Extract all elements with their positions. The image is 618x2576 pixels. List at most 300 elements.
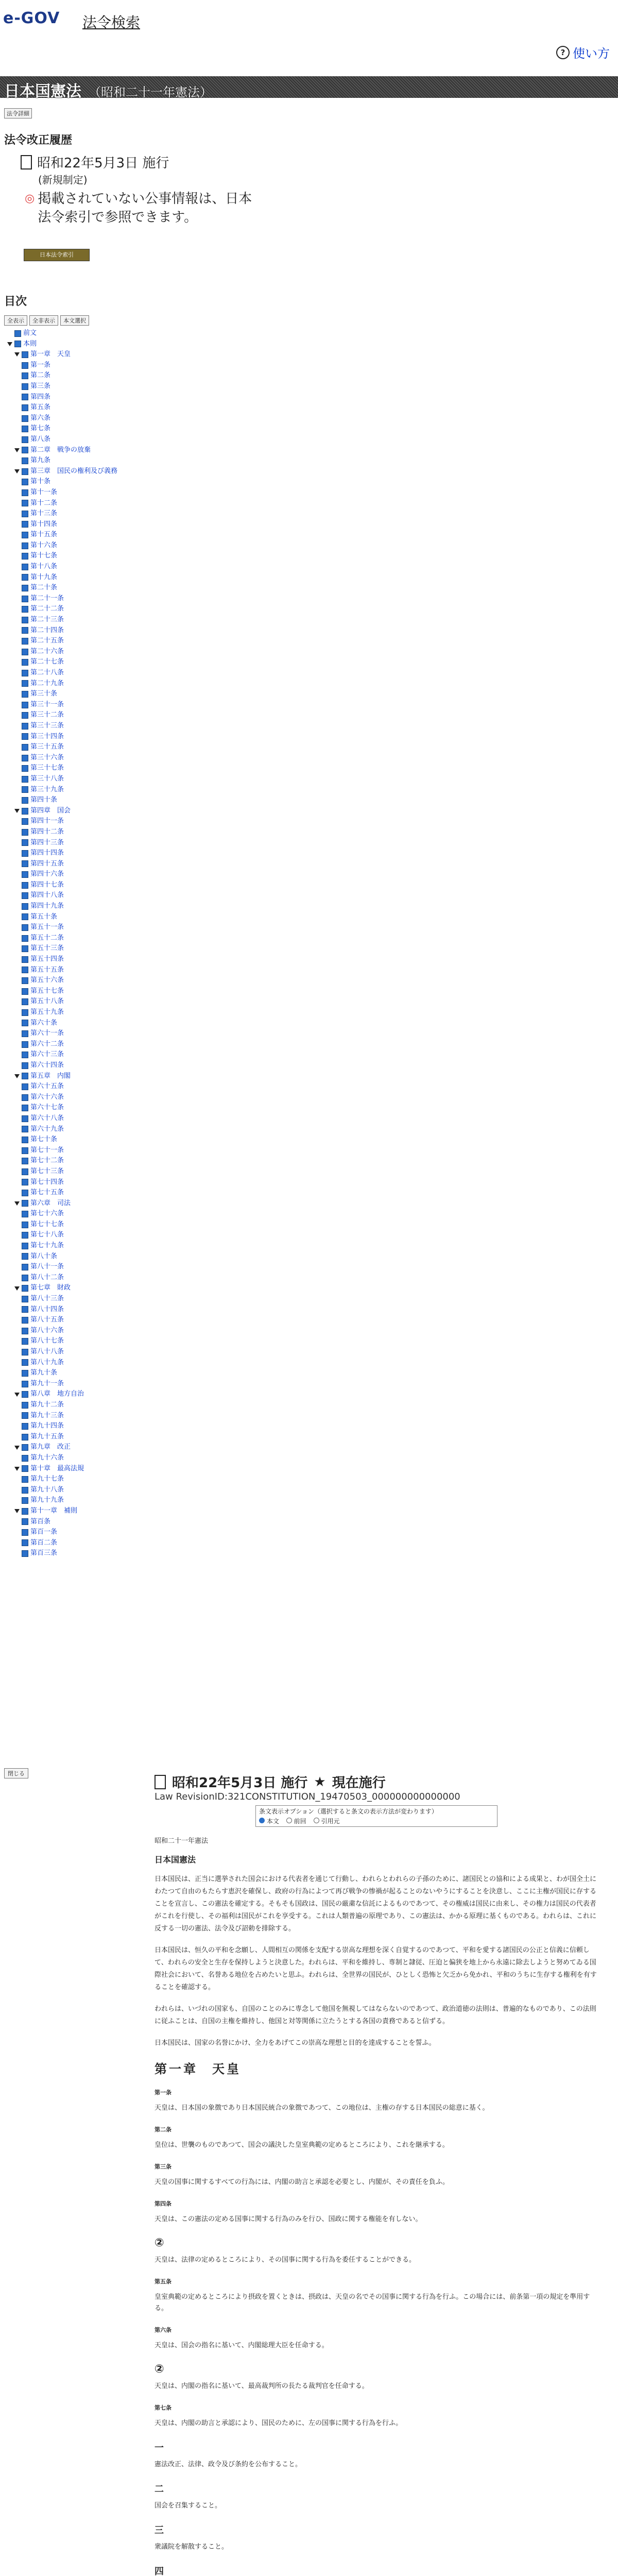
- checkbox-icon[interactable]: [22, 903, 28, 910]
- toc-link[interactable]: 第六十五条: [30, 1082, 64, 1091]
- checkbox-icon[interactable]: [22, 415, 28, 422]
- checkbox-icon[interactable]: [22, 1550, 28, 1557]
- toc-item[interactable]: [7, 954, 117, 965]
- checkbox-icon[interactable]: [22, 935, 28, 942]
- toc-item[interactable]: [7, 339, 117, 350]
- checkbox-icon[interactable]: [22, 786, 28, 793]
- expand-triangle-icon[interactable]: [14, 1393, 20, 1397]
- toc-link[interactable]: 第七十五条: [30, 1189, 64, 1197]
- toc-link[interactable]: 第五十条: [30, 912, 58, 921]
- toc-item[interactable]: [7, 392, 117, 403]
- toc-link[interactable]: 第五十七条: [30, 987, 64, 995]
- toc-link[interactable]: 第九章 改正: [30, 1443, 71, 1451]
- toc-item[interactable]: [7, 1219, 117, 1230]
- toc-item[interactable]: [7, 1485, 117, 1496]
- checkbox-icon[interactable]: [22, 956, 28, 963]
- toc-link[interactable]: 第八十四条: [30, 1305, 64, 1313]
- checkbox-icon[interactable]: [22, 1253, 28, 1260]
- toc-link[interactable]: 第八十三条: [30, 1295, 64, 1303]
- toc-link[interactable]: 第九十九条: [30, 1496, 64, 1504]
- checkbox-icon[interactable]: [22, 998, 28, 1005]
- checkbox-icon[interactable]: [22, 564, 28, 570]
- toc-link[interactable]: 第二十二条: [30, 605, 64, 613]
- toc-link[interactable]: 第二十一条: [30, 594, 64, 602]
- checkbox-icon[interactable]: [22, 1158, 28, 1164]
- checkbox-icon[interactable]: [22, 479, 28, 485]
- toc-item[interactable]: [7, 402, 117, 413]
- toc-item[interactable]: [7, 1209, 117, 1219]
- toc-link[interactable]: 第十六条: [30, 541, 58, 549]
- toc-link[interactable]: 第十五条: [30, 531, 58, 539]
- toc-link[interactable]: 第四十二条: [30, 827, 64, 836]
- checkbox-icon[interactable]: [22, 1381, 28, 1387]
- toc-link[interactable]: 第二十五条: [30, 637, 64, 645]
- checkbox-icon[interactable]: [22, 1179, 28, 1185]
- checkbox-icon[interactable]: [22, 511, 28, 517]
- toc-item[interactable]: [7, 1124, 117, 1135]
- checkbox-icon[interactable]: [22, 1094, 28, 1101]
- checkbox-icon[interactable]: [22, 988, 28, 995]
- checkbox-icon[interactable]: [22, 1412, 28, 1419]
- checkbox-icon[interactable]: [22, 383, 28, 390]
- checkbox-icon[interactable]: [22, 1137, 28, 1143]
- toc-item[interactable]: [7, 519, 117, 530]
- toc-link[interactable]: 第五十三条: [30, 944, 64, 953]
- toc-item[interactable]: [7, 1092, 117, 1103]
- toc-item[interactable]: [7, 1188, 117, 1198]
- toc-link[interactable]: 第六十九条: [30, 1125, 64, 1133]
- checkbox-icon[interactable]: [22, 574, 28, 581]
- toc-link[interactable]: 第三十二条: [30, 711, 64, 719]
- checkbox-icon[interactable]: [22, 606, 28, 613]
- toc-link[interactable]: 第二十六条: [30, 647, 64, 655]
- expand-triangle-icon[interactable]: [14, 1286, 20, 1291]
- toc-item[interactable]: [7, 943, 117, 954]
- checkbox-icon[interactable]: [22, 617, 28, 623]
- toc-link[interactable]: 第二十八条: [30, 669, 64, 676]
- toc-link[interactable]: 第五十九条: [30, 1008, 64, 1016]
- expand-triangle-icon[interactable]: [14, 809, 20, 813]
- toc-link[interactable]: 第七十八条: [30, 1231, 64, 1239]
- toc-item[interactable]: [7, 922, 117, 933]
- toc-link[interactable]: 第十条: [30, 478, 51, 486]
- checkbox-icon[interactable]: [22, 765, 28, 772]
- help-label[interactable]: 使い方: [573, 46, 610, 61]
- toc-item[interactable]: [7, 1506, 117, 1517]
- toc-close-button[interactable]: 閉じる: [4, 1768, 28, 1778]
- toc-show-all-button[interactable]: 全表示: [4, 315, 27, 326]
- toc-link[interactable]: 第九十五条: [30, 1432, 64, 1440]
- checkbox-icon[interactable]: [22, 1211, 28, 1217]
- toc-item[interactable]: [7, 753, 117, 764]
- checkbox-icon[interactable]: [22, 1328, 28, 1334]
- toc-item[interactable]: [7, 1464, 117, 1475]
- law-index-button[interactable]: 日本法令索引: [24, 249, 90, 261]
- option-main[interactable]: 本文: [259, 1817, 279, 1825]
- checkbox-icon[interactable]: [22, 489, 28, 496]
- toc-item[interactable]: [7, 1166, 117, 1177]
- toc-item[interactable]: [7, 604, 117, 615]
- checkbox-icon[interactable]: [22, 372, 28, 379]
- toc-item[interactable]: [7, 1379, 117, 1389]
- checkbox-icon[interactable]: [22, 1476, 28, 1483]
- toc-link[interactable]: 第八条: [30, 435, 51, 443]
- checkbox-icon[interactable]: [22, 1518, 28, 1525]
- toc-item[interactable]: [7, 785, 117, 795]
- toc-item[interactable]: [7, 360, 117, 371]
- checkbox-icon[interactable]: [22, 426, 28, 432]
- checkbox-icon[interactable]: [22, 1359, 28, 1366]
- toc-hide-all-button[interactable]: 全非表示: [29, 315, 58, 326]
- toc-link[interactable]: 第九十一条: [30, 1379, 64, 1387]
- toc-link[interactable]: 第六十三条: [30, 1050, 64, 1059]
- toc-link[interactable]: 第八十八条: [30, 1348, 64, 1355]
- toc-link[interactable]: 第百三条: [30, 1549, 58, 1557]
- toc-item[interactable]: [7, 1145, 117, 1156]
- toc-item[interactable]: [7, 975, 117, 986]
- toc-item[interactable]: [7, 816, 117, 827]
- toc-item[interactable]: [7, 1474, 117, 1485]
- checkbox-icon[interactable]: [22, 839, 28, 846]
- checkbox-icon[interactable]: [22, 1529, 28, 1536]
- checkbox-icon[interactable]: [22, 1041, 28, 1048]
- toc-link[interactable]: 第四十八条: [30, 891, 64, 900]
- toc-item[interactable]: [7, 1326, 117, 1336]
- toc-item[interactable]: [7, 1411, 117, 1421]
- toc-item[interactable]: [7, 413, 117, 424]
- toc-item[interactable]: [7, 1442, 117, 1453]
- toc-item[interactable]: [7, 657, 117, 668]
- toc-link[interactable]: 第六十二条: [30, 1040, 64, 1048]
- checkbox-icon[interactable]: [22, 1083, 28, 1090]
- checkbox-icon[interactable]: [22, 1126, 28, 1132]
- toc-link[interactable]: 第八十七条: [30, 1337, 64, 1345]
- toc-item[interactable]: [7, 880, 117, 891]
- law-detail-button[interactable]: 法令詳細: [4, 108, 32, 118]
- toc-item[interactable]: [7, 901, 117, 912]
- toc-item[interactable]: [7, 615, 117, 625]
- toc-item[interactable]: [7, 594, 117, 604]
- toc-item[interactable]: [7, 1198, 117, 1209]
- checkbox-icon[interactable]: [22, 1147, 28, 1154]
- toc-link[interactable]: 第二十条: [30, 584, 58, 592]
- checkbox-icon[interactable]: [14, 341, 21, 347]
- toc-item[interactable]: [7, 679, 117, 689]
- checkbox-icon[interactable]: [22, 553, 28, 560]
- toc-link[interactable]: 第三十三条: [30, 721, 64, 730]
- toc-item[interactable]: [7, 477, 117, 487]
- checkbox-icon[interactable]: [22, 1264, 28, 1270]
- toc-item[interactable]: [7, 700, 117, 710]
- toc-link[interactable]: 第四十五条: [30, 859, 64, 868]
- toc-link[interactable]: 第六十七条: [30, 1104, 64, 1112]
- checkbox-icon[interactable]: [22, 649, 28, 655]
- toc-link[interactable]: 第七条: [30, 425, 51, 433]
- toc-link[interactable]: 第八十九条: [30, 1358, 64, 1366]
- toc-link[interactable]: 第三十条: [30, 690, 58, 698]
- toc-item[interactable]: [7, 583, 117, 594]
- checkbox-icon[interactable]: [22, 882, 28, 889]
- toc-link[interactable]: 第百条: [30, 1517, 51, 1526]
- toc-link[interactable]: 第四章 国会: [30, 806, 71, 815]
- toc-item[interactable]: [7, 848, 117, 859]
- toc-item[interactable]: [7, 742, 117, 753]
- checkbox-icon[interactable]: [22, 924, 28, 931]
- toc-link[interactable]: 第七十七条: [30, 1220, 64, 1228]
- toc-link[interactable]: 第十章 最高法規: [30, 1464, 84, 1472]
- toc-link[interactable]: 第三十七条: [30, 764, 64, 772]
- checkbox-icon[interactable]: [22, 543, 28, 549]
- toc-item[interactable]: [7, 1304, 117, 1315]
- toc-link[interactable]: 前文: [23, 329, 37, 337]
- checkbox-icon[interactable]: [22, 585, 28, 591]
- toc-item[interactable]: [7, 859, 117, 870]
- toc-link[interactable]: 第九十八条: [30, 1485, 64, 1494]
- toc-link[interactable]: 第一章 天皇: [30, 350, 71, 359]
- checkbox-icon[interactable]: [22, 1062, 28, 1069]
- toc-link[interactable]: 第六条: [30, 414, 51, 422]
- toc-link[interactable]: 第八十五条: [30, 1316, 64, 1324]
- toc-link[interactable]: 第八十六条: [30, 1326, 64, 1334]
- toc-item[interactable]: [7, 890, 117, 901]
- toc-link[interactable]: 第六十条: [30, 1019, 58, 1027]
- toc-link[interactable]: 第六十六条: [30, 1093, 64, 1101]
- checkbox-icon[interactable]: [22, 1306, 28, 1313]
- checkbox-icon[interactable]: [22, 1402, 28, 1409]
- toc-link[interactable]: 第一条: [30, 361, 51, 369]
- toc-link[interactable]: 第四十七条: [30, 880, 64, 889]
- expand-triangle-icon[interactable]: [14, 1467, 20, 1471]
- checkbox-icon[interactable]: [22, 500, 28, 506]
- checkbox-icon[interactable]: [22, 829, 28, 836]
- toc-link[interactable]: 第五十五条: [30, 965, 64, 974]
- toc-link[interactable]: 第三条: [30, 382, 51, 390]
- toc-item[interactable]: [7, 1134, 117, 1145]
- toc-item[interactable]: [7, 996, 117, 1007]
- checkbox-icon[interactable]: [22, 1168, 28, 1175]
- expand-triangle-icon[interactable]: [14, 352, 20, 357]
- toc-item[interactable]: [7, 1336, 117, 1347]
- toc-item[interactable]: [7, 498, 117, 509]
- checkbox-icon[interactable]: [22, 1073, 28, 1079]
- toc-item[interactable]: [7, 487, 117, 498]
- toc-link[interactable]: 第三十八条: [30, 774, 64, 783]
- toc-item[interactable]: [7, 625, 117, 636]
- checkbox-icon[interactable]: [22, 967, 28, 973]
- toc-link[interactable]: 第六十一条: [30, 1029, 64, 1038]
- egov-logo[interactable]: e-GOV: [3, 9, 60, 27]
- toc-link[interactable]: 第六十四条: [30, 1061, 64, 1069]
- toc-item[interactable]: [7, 1400, 117, 1411]
- toc-item[interactable]: [7, 1113, 117, 1124]
- checkbox-icon[interactable]: [22, 1115, 28, 1122]
- checkbox-icon[interactable]: [22, 1487, 28, 1494]
- checkbox-icon[interactable]: [22, 712, 28, 719]
- toc-item[interactable]: [7, 636, 117, 647]
- checkbox-icon[interactable]: [22, 691, 28, 698]
- toc-link[interactable]: 第十四条: [30, 520, 58, 528]
- toc-link[interactable]: 第三十六条: [30, 753, 64, 761]
- toc-link[interactable]: 第七十四条: [30, 1178, 64, 1186]
- toc-link[interactable]: 第七十三条: [30, 1167, 64, 1175]
- toc-link[interactable]: 第八章 地方自治: [30, 1390, 84, 1398]
- checkbox-icon[interactable]: [22, 892, 28, 899]
- toc-item[interactable]: [7, 1527, 117, 1538]
- checkbox-icon[interactable]: [22, 1497, 28, 1504]
- checkbox-icon[interactable]: [22, 394, 28, 400]
- toc-item[interactable]: [7, 1028, 117, 1039]
- toc-item[interactable]: [7, 349, 117, 360]
- checkbox-icon[interactable]: [22, 1539, 28, 1546]
- toc-item[interactable]: [7, 572, 117, 583]
- toc-item[interactable]: [7, 1241, 117, 1251]
- toc-link[interactable]: 第四十条: [30, 796, 58, 804]
- toc-item[interactable]: [7, 445, 117, 456]
- toc-item[interactable]: [7, 1538, 117, 1549]
- toc-link[interactable]: 第六十八条: [30, 1114, 64, 1122]
- toc-item[interactable]: [7, 1156, 117, 1166]
- toc-item[interactable]: [7, 1007, 117, 1018]
- toc-item[interactable]: [7, 1315, 117, 1326]
- toc-link[interactable]: 第三十四条: [30, 732, 64, 740]
- toc-link[interactable]: 第二十三条: [30, 616, 64, 624]
- toc-link[interactable]: 第五十六条: [30, 976, 64, 985]
- checkbox-icon[interactable]: [22, 1349, 28, 1355]
- toc-item[interactable]: [7, 1389, 117, 1400]
- checkbox-icon[interactable]: [22, 532, 28, 538]
- toc-link[interactable]: 第十七条: [30, 552, 58, 560]
- toc-item[interactable]: [7, 1421, 117, 1432]
- toc-link[interactable]: 第十二条: [30, 499, 58, 507]
- toc-item[interactable]: [7, 1495, 117, 1506]
- toc-link[interactable]: 第四十六条: [30, 870, 64, 878]
- toc-item[interactable]: [7, 1262, 117, 1273]
- toc-link[interactable]: 第四十四条: [30, 849, 64, 857]
- toc-item[interactable]: [7, 689, 117, 700]
- checkbox-icon[interactable]: [22, 447, 28, 453]
- checkbox-icon[interactable]: [22, 1030, 28, 1037]
- toc-item[interactable]: [7, 423, 117, 434]
- toc-item[interactable]: [7, 965, 117, 976]
- toc-link[interactable]: 第五十八条: [30, 997, 64, 1006]
- checkbox-icon[interactable]: [22, 1338, 28, 1345]
- toc-item[interactable]: [7, 1432, 117, 1443]
- toc-item[interactable]: [7, 1517, 117, 1528]
- checkbox-icon[interactable]: [22, 860, 28, 867]
- toc-link[interactable]: 第八十一条: [30, 1263, 64, 1271]
- checkbox-icon[interactable]: [22, 468, 28, 475]
- toc-item[interactable]: [7, 1347, 117, 1358]
- toc-item[interactable]: [7, 1103, 117, 1113]
- checkbox-icon[interactable]: [22, 1508, 28, 1515]
- checkbox-icon[interactable]: [22, 945, 28, 952]
- expand-triangle-icon[interactable]: [7, 342, 12, 346]
- checkbox-icon[interactable]: [22, 1285, 28, 1292]
- checkbox-icon[interactable]: [22, 1444, 28, 1451]
- toc-link[interactable]: 第四十九条: [30, 902, 64, 910]
- toc-item[interactable]: [7, 455, 117, 466]
- checkbox-icon[interactable]: [22, 977, 28, 984]
- toc-link[interactable]: 第十三条: [30, 510, 58, 518]
- checkbox-icon[interactable]: [22, 808, 28, 815]
- checkbox-icon[interactable]: [22, 638, 28, 645]
- toc-item[interactable]: [7, 668, 117, 679]
- toc-item[interactable]: [7, 806, 117, 817]
- toc-link[interactable]: 第十八条: [30, 563, 58, 571]
- site-title-link[interactable]: 法令検索: [82, 14, 141, 31]
- toc-item[interactable]: [7, 1294, 117, 1304]
- expand-triangle-icon[interactable]: [14, 1074, 20, 1078]
- toc-item[interactable]: [7, 1358, 117, 1368]
- toc-link[interactable]: 第四十一条: [30, 817, 64, 825]
- checkbox-icon[interactable]: [22, 755, 28, 761]
- checkbox-icon[interactable]: [22, 913, 28, 920]
- checkbox-icon[interactable]: [22, 733, 28, 740]
- toc-item[interactable]: [7, 933, 117, 944]
- checkbox-icon[interactable]: [22, 1190, 28, 1196]
- checkbox-icon[interactable]: [22, 404, 28, 411]
- toc-link[interactable]: 第五十四条: [30, 955, 64, 963]
- toc-link[interactable]: 第十九条: [30, 573, 58, 581]
- checkbox-icon[interactable]: [22, 1052, 28, 1058]
- toc-item[interactable]: [7, 763, 117, 774]
- toc-link[interactable]: 第九十七条: [30, 1475, 64, 1483]
- toc-link[interactable]: 第三十一条: [30, 700, 64, 708]
- expand-triangle-icon[interactable]: [14, 469, 20, 473]
- toc-link[interactable]: 第五十一条: [30, 923, 64, 931]
- toc-item[interactable]: [7, 774, 117, 785]
- toc-item[interactable]: [7, 869, 117, 880]
- toc-link[interactable]: 第三十五条: [30, 743, 64, 751]
- toc-link[interactable]: 第五章 内閣: [30, 1072, 71, 1080]
- checkbox-icon[interactable]: [22, 744, 28, 751]
- toc-item[interactable]: [7, 1039, 117, 1050]
- toc-item[interactable]: [7, 827, 117, 838]
- checkbox-icon[interactable]: [14, 330, 21, 337]
- checkbox-icon[interactable]: [22, 1465, 28, 1472]
- toc-item[interactable]: [7, 1283, 117, 1294]
- toc-link[interactable]: 第七章 財政: [30, 1284, 71, 1292]
- checkbox-icon[interactable]: [22, 1275, 28, 1281]
- checkbox-icon[interactable]: [22, 436, 28, 443]
- toc-link[interactable]: 第八十二条: [30, 1273, 64, 1281]
- toc-item[interactable]: [7, 795, 117, 806]
- toc-link[interactable]: 第十一章 補則: [30, 1506, 78, 1515]
- toc-item[interactable]: [7, 732, 117, 742]
- toc-item[interactable]: [7, 1230, 117, 1241]
- toc-item[interactable]: [7, 551, 117, 562]
- checkbox-icon[interactable]: [22, 1200, 28, 1207]
- toc-link[interactable]: 第九十二条: [30, 1400, 64, 1409]
- toc-link[interactable]: 第四十三条: [30, 838, 64, 846]
- checkbox-icon[interactable]: [22, 818, 28, 825]
- checkbox-icon[interactable]: [22, 776, 28, 783]
- toc-link[interactable]: 第二十七条: [30, 658, 64, 666]
- checkbox-icon[interactable]: [22, 1009, 28, 1016]
- toc-item[interactable]: [7, 562, 117, 572]
- toc-link[interactable]: 第百一条: [30, 1528, 58, 1536]
- option-cited[interactable]: 引用元: [314, 1817, 340, 1825]
- toc-link[interactable]: 第七十一条: [30, 1146, 64, 1154]
- expand-triangle-icon[interactable]: [14, 1446, 20, 1450]
- toc-item[interactable]: [7, 370, 117, 381]
- toc-item[interactable]: [7, 1049, 117, 1060]
- checkbox-icon[interactable]: [22, 351, 28, 358]
- toc-item[interactable]: [7, 912, 117, 923]
- checkbox-icon[interactable]: [22, 1296, 28, 1302]
- toc-item[interactable]: [7, 1453, 117, 1464]
- toc-item[interactable]: [7, 1060, 117, 1071]
